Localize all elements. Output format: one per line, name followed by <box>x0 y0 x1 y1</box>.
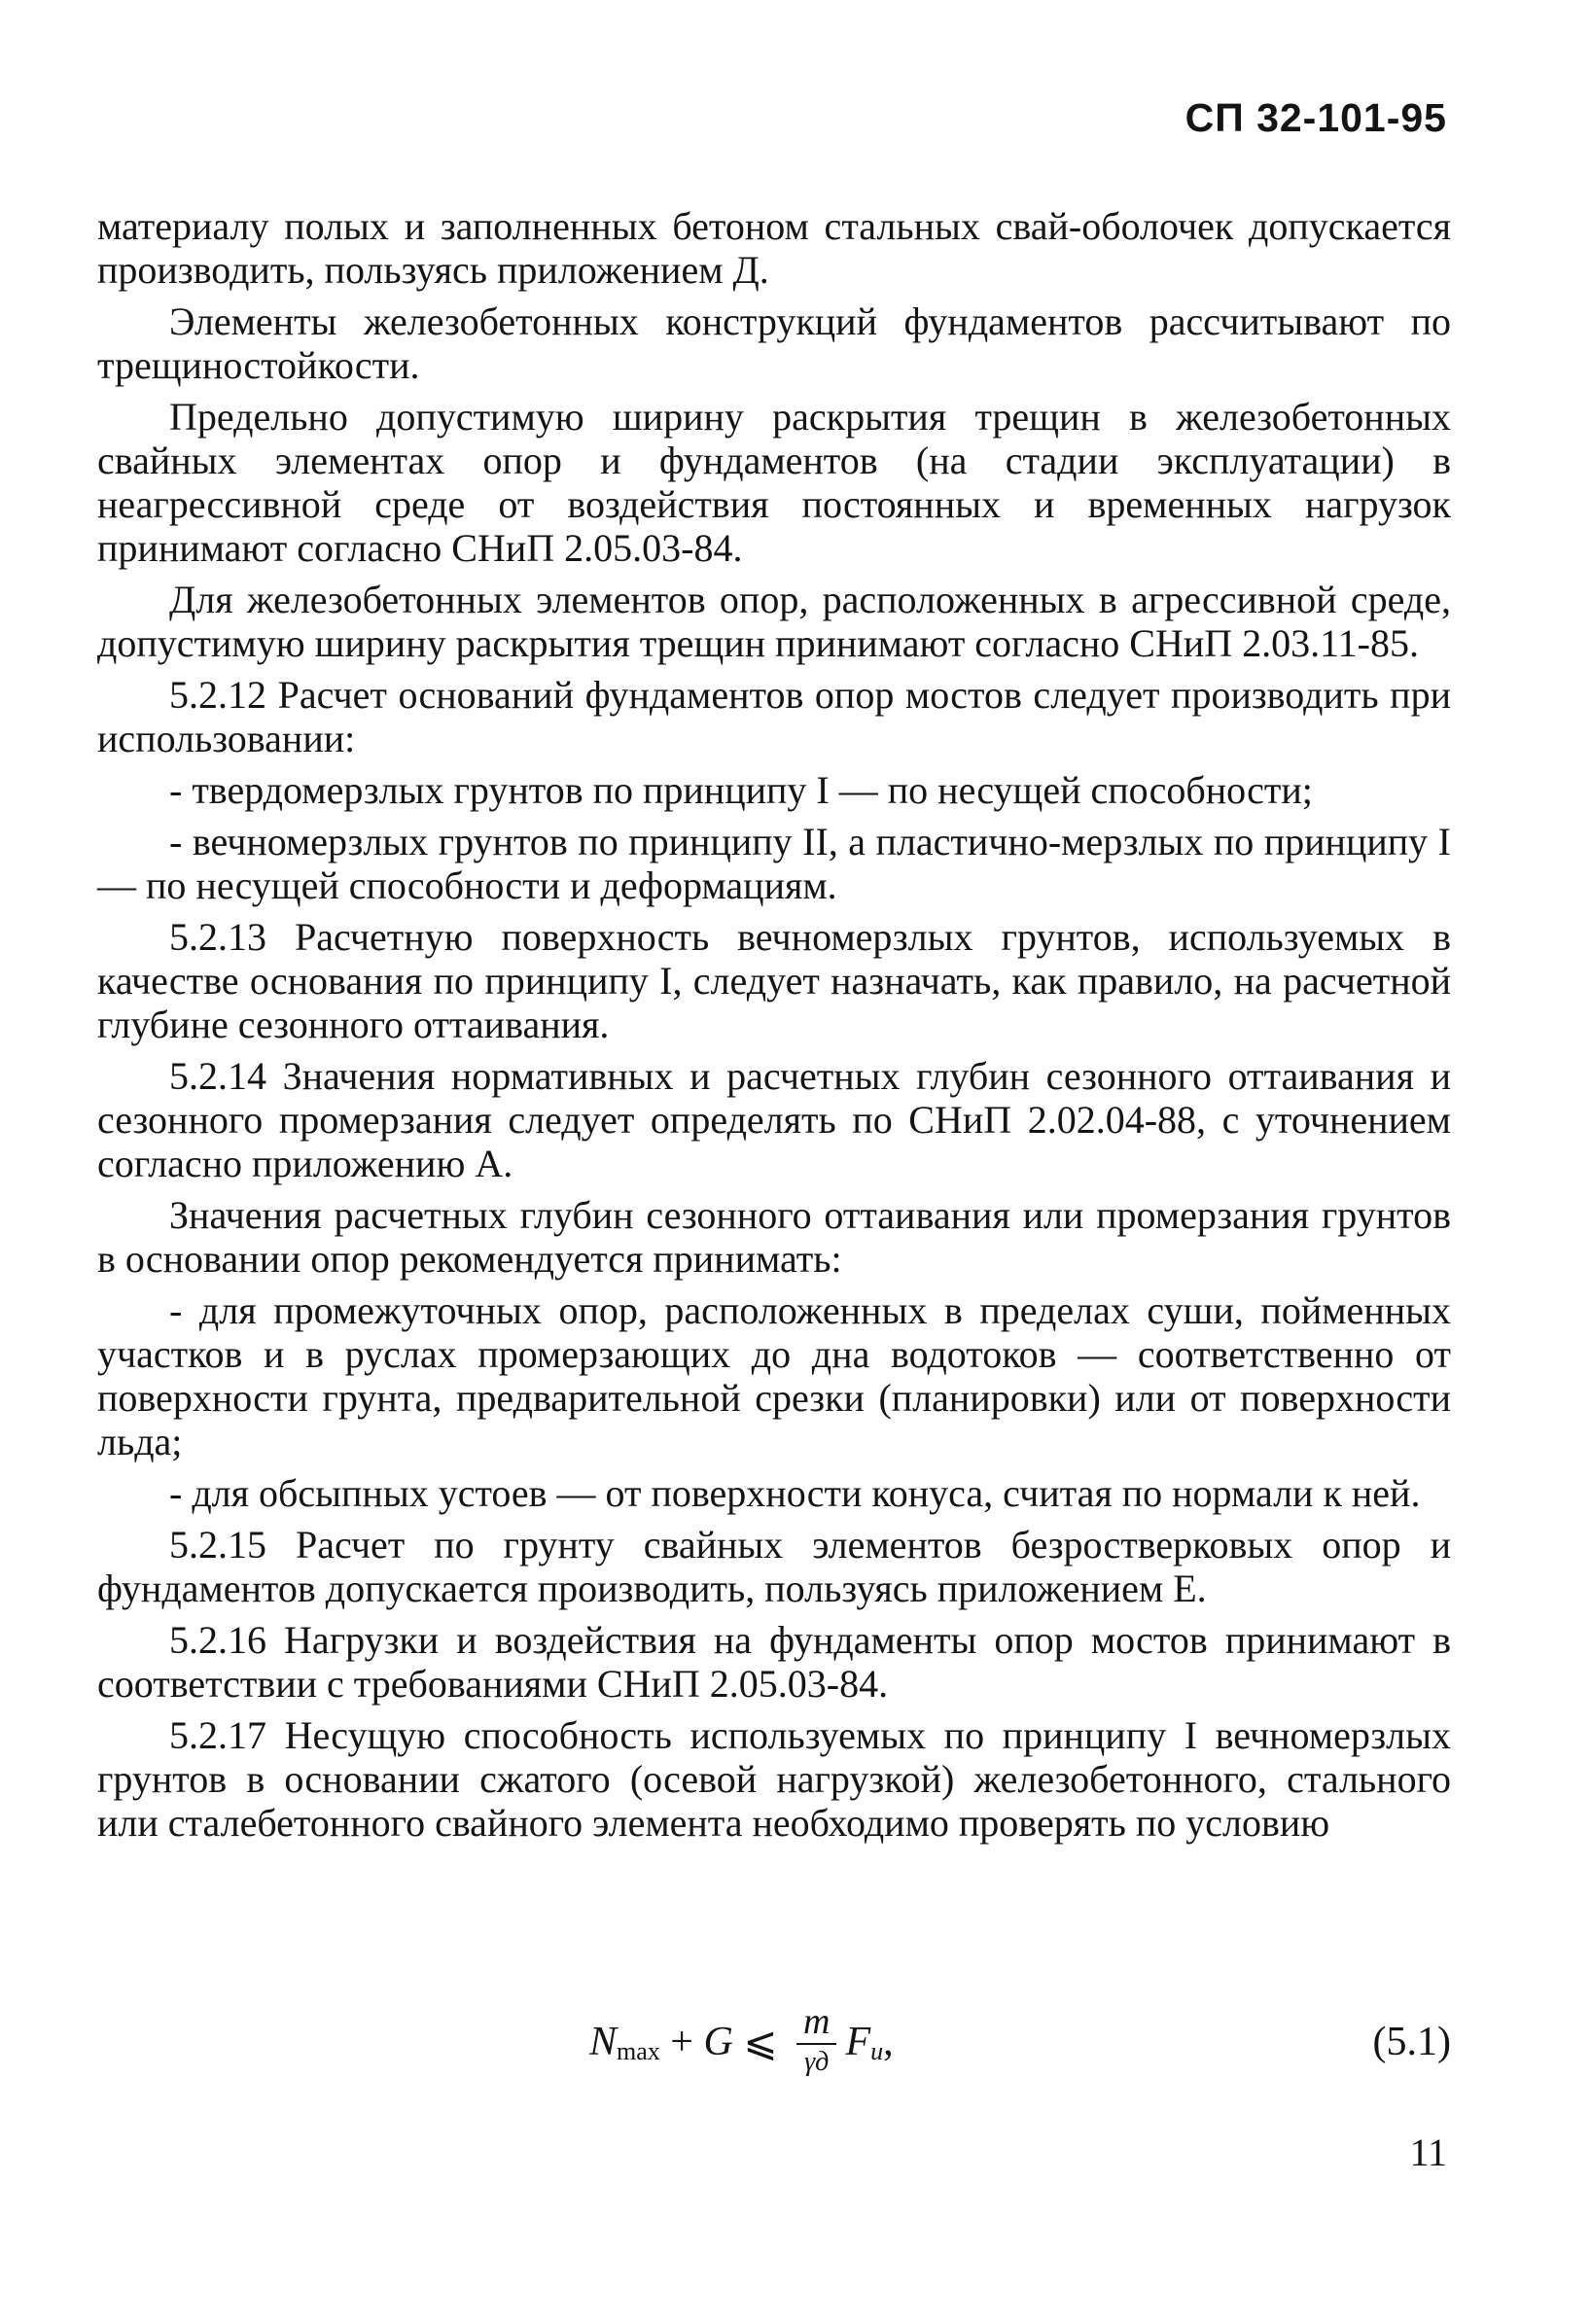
clause-5-2-16: 5.2.16 Нагрузки и воздействия на фундаменты опор мостов принимают в соответствии с требованиями СНиП 2.05.03-84. <box>97 1618 1451 1706</box>
clause-5-2-15: 5.2.15 Расчет по грунту свайных элементов безростверковых опор и фундаментов допускается производить, пользуясь приложением Е. <box>97 1523 1451 1610</box>
page-body <box>97 204 1451 1852</box>
formula-trailing-comma: , <box>883 2020 894 2064</box>
paragraph: Значения расчетных глубин сезонного оттаивания или промерзания грунтов в основании опор рекомендуется принимать: <box>97 1193 1451 1281</box>
formula-sub-max: max <box>617 2037 660 2065</box>
paragraph-continuation: материалу полых и заполненных бетоном стальных свай-оболочек допускается производить, пользуясь приложением Д. <box>97 204 1451 292</box>
formula-sub-u: u <box>870 2037 884 2065</box>
paragraph: Для железобетонных элементов опор, расположенных в агрессивной среде, допустимую ширину раскрытия трещин принимают согласно СНиП 2.03.11-85. <box>97 578 1451 665</box>
list-item: - для промежуточных опор, расположенных в пределах суши, пойменных участков и в руслах промерзающих до дна водотоков — соответственно от поверхности грунта, предварительной срезки (планировки) или от поверхности льда; <box>97 1288 1451 1463</box>
list-item: - для обсыпных устоев — от поверхности конуса, считая по нормали к ней. <box>169 1471 1421 1515</box>
page-number: 11 <box>1409 2130 1447 2174</box>
paragraph: Элементы железобетонных конструкций фундаментов рассчитывают по трещиностойкости. <box>97 299 1451 387</box>
formula-5-1 <box>97 1984 1451 2100</box>
formula-expression <box>589 1984 894 2100</box>
list-item: - твердомерзлых грунтов по принципу I — по несущей способности; <box>169 768 1313 812</box>
formula-plus: + <box>659 2020 704 2064</box>
clause-5-2-12: 5.2.12 Расчет оснований фундаментов опор мостов следует производить при использовании: <box>97 673 1451 760</box>
equation-number: (5.1) <box>1372 2020 1451 2064</box>
formula-fraction <box>796 2000 837 2080</box>
clause-5-2-13: 5.2.13 Расчетную поверхность вечномерзлых грунтов, используемых в качестве основания по принципу I, следует назначать, как правило, на расчетной глубине сезонного оттаивания. <box>97 915 1451 1046</box>
paragraph: Предельно допустимую ширину раскрытия трещин в железобетонных свайных элементах опор и фундаментов (на стадии эксплуатации) в неагрессивной среде от воздействия постоянных и временных нагрузок принимают согласно СНиП 2.05.03-84. <box>97 395 1451 570</box>
formula-relation: ⩽ <box>732 2021 789 2065</box>
list-item: - вечномерзлых грунтов по принципу II, а пластично-мерзлых по принципу I — по несущей способности и деформациям. <box>97 820 1451 907</box>
fraction-numerator: m <box>803 2001 831 2042</box>
formula-var-g: G <box>703 2020 733 2064</box>
formula-var-n: N <box>589 2020 618 2064</box>
clause-5-2-17: 5.2.17 Несущую способность используемых по принципу I вечномерзлых грунтов в основании сжатого (осевой нагрузкой) железобетонного, стального или сталебетонного свайного элемента необходимо проверять по условию <box>97 1713 1451 1845</box>
clause-5-2-14: 5.2.14 Значения нормативных и расчетных глубин сезонного оттаивания и сезонного промерзания следует определять по СНиП 2.02.04-88, с уточнением согласно приложению А. <box>97 1054 1451 1185</box>
document-code-header: СП 32-101-95 <box>1184 95 1447 140</box>
fraction-denominator: γд <box>796 2043 836 2080</box>
formula-var-f: F <box>845 2020 871 2064</box>
